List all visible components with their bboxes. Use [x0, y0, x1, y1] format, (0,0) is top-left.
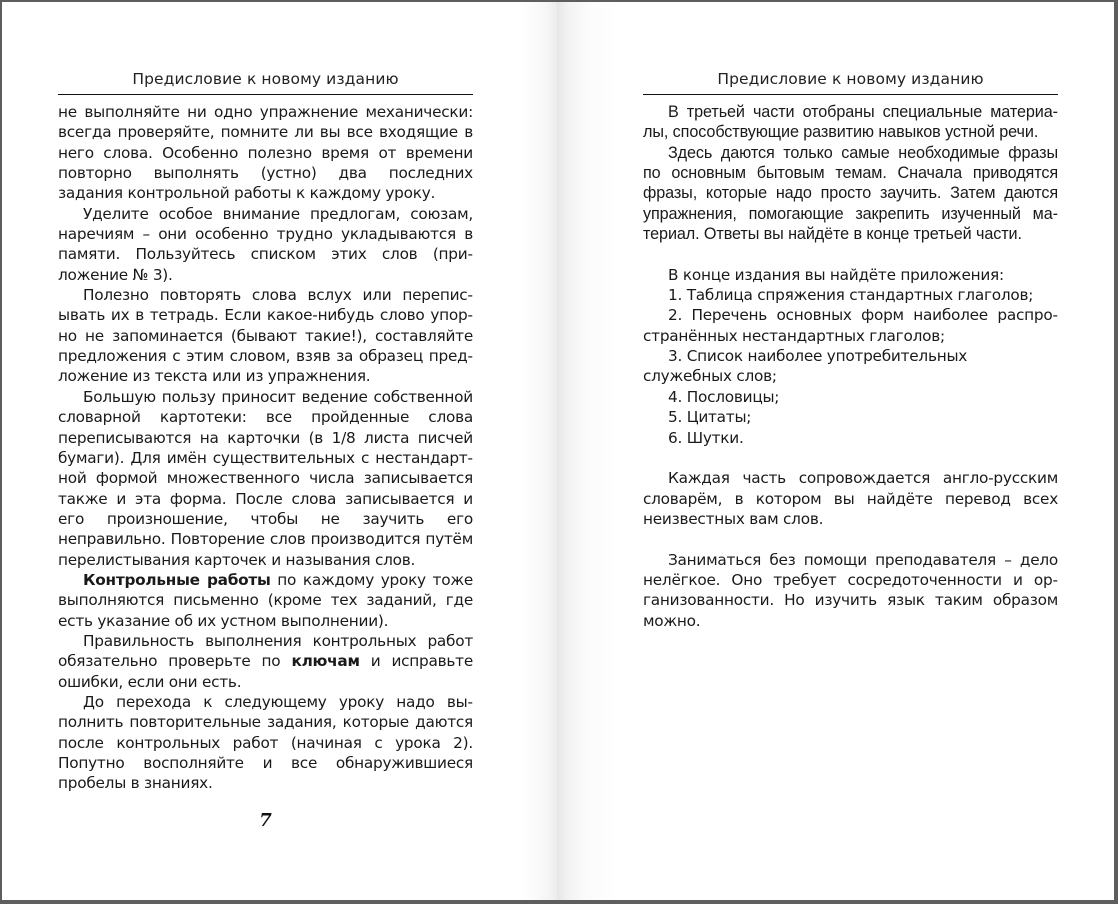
right-page-body [643, 102, 1058, 631]
appendix-list [643, 265, 1058, 448]
page-number: 7 [259, 810, 272, 831]
running-head-right: Предисловие к новому изданию [717, 70, 984, 88]
header-rule-left [58, 94, 473, 95]
paragraph: В третьей части отобраны специальные материалы, способствующие развитию навыков устной речи. [643, 103, 1058, 142]
bold-term: Контрольные работы [83, 570, 271, 589]
spacer [643, 448, 1058, 468]
paragraph [58, 631, 473, 692]
running-head-left: Предисловие к новому изданию [132, 70, 399, 88]
left-page-body [58, 102, 473, 794]
list-item: 1. Таблица спряжения стандартных глаголов; [668, 286, 1034, 305]
paragraph: Уделите особое внимание предлогам, союзам, наречиям – они особенно трудно укладываются в памяти. Пользуйтесь списком этих слов (приложение № 3). [58, 204, 473, 284]
paragraph [58, 570, 473, 631]
paragraph: Заниматься без помощи преподавателя – дело нелёгкое. Оно требует сосредоточенности и организованности. Но изучить язык таким образом можно. [643, 550, 1058, 630]
spacer [643, 244, 1058, 264]
paragraph: Каждая часть сопровождается англо-русским словарём, в котором вы найдёте перевод всех неизвестных вам слов. [643, 469, 1058, 528]
spacer [643, 529, 1058, 549]
bold-term: ключам [291, 652, 360, 671]
appendix-intro: В конце издания вы найдёте приложения: [668, 265, 1004, 284]
paragraph-text: Правильность выполнения контрольных работ обязательно проверьте по [58, 631, 473, 671]
book-spread [2, 2, 1114, 900]
paragraph: Полезно повторять слова вслух или переписывать их в тетрадь. Если какое-нибудь слово упорно не запоминается (бывают такие!), составляйте предложения с этим словом, взяв за образец предложение из текста или из упражнения. [58, 286, 473, 386]
right-page [557, 2, 1114, 900]
header-rule-right [643, 94, 1058, 95]
left-page [2, 2, 557, 900]
paragraph: Большую пользу приносит ведение собственной словарной картотеки: все пройденные слова переписываются на карточки (в 1/8 листа писчей бумаги). Для имён существительных с нестандартной формой множественного числа записывается также и эта форма. После слова записывается и его произношение, чтобы не заучить его неправильно. Повторение слов производится путём перелистывания карточек и называния слов. [58, 387, 473, 569]
paragraph: До перехода к следующему уроку надо выполнить повторительные задания, которые даются после контрольных работ (начиная с урока 2). Попутно восполняйте и все обнаружившиеся пробелы в знаниях. [58, 692, 473, 793]
list-item: 3. Список наиболее употребительных служебных слов; [643, 347, 968, 386]
paragraph: Здесь даются только самые необходимые фразы по основным бытовым темам. Сначала приводятся фразы, которые надо просто заучить. Затем даются упражнения, помогающие закрепить изученный материал. Ответы вы найдёте в конце третьей части. [643, 143, 1058, 244]
paragraph: не выполняйте ни одно упражнение механически: всегда проверяйте, помните ли вы все входящие в него слова. Особенно полезно время от времени повторно выполнять (устно) два последних задания контрольной работы к каждому уроку. [58, 103, 473, 203]
list-item: 4. Пословицы; [668, 387, 780, 406]
list-item: 2. Перечень основных форм наиболее распространённых нестандартных глаголов; [643, 306, 1058, 345]
list-item: 5. Цитаты; [668, 408, 752, 427]
paragraph-text: по каждому уроку тоже выполняются письменно (кроме тех заданий, где есть указание об их устном выполнении). [58, 570, 474, 630]
paragraph-text: и исправьте ошибки, если они есть. [58, 652, 473, 691]
list-item: 6. Шутки. [668, 428, 744, 447]
